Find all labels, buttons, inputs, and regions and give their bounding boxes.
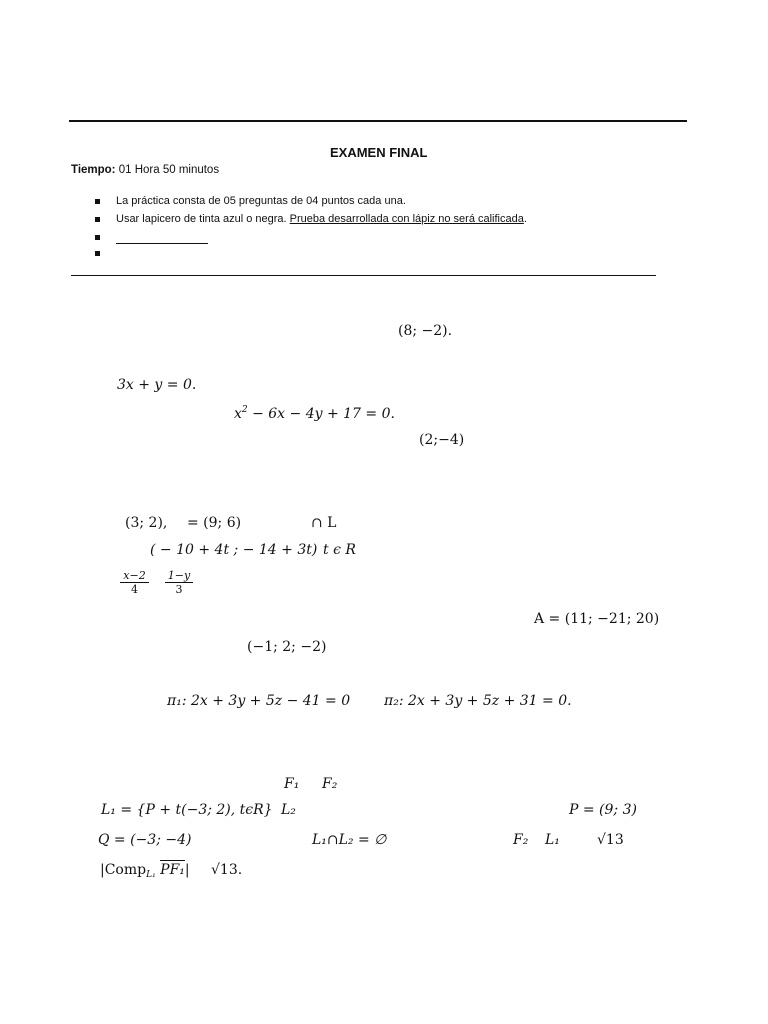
math-sqrt13: √13 [597, 832, 624, 848]
bullet-square-icon [95, 235, 100, 240]
instruction-2-text: Usar lapicero de tinta azul o negra. [116, 213, 290, 225]
math-point-2-neg4: (2;−4) [419, 432, 465, 448]
math-point-A: A = (11; −21; 20) [534, 611, 660, 627]
math-conic-x: x [234, 406, 242, 422]
bullet-square-icon [95, 199, 100, 204]
math-line-L2: L₂ [281, 802, 296, 818]
instruction-2-underlined: Prueba desarrollada con lápiz no será calificada [289, 213, 524, 225]
math-abs-bar: | [184, 862, 190, 878]
math-comp-sub: L₁ [146, 870, 156, 880]
fraction-2-denominator: 3 [175, 583, 183, 596]
math-F2-2: F₂ [513, 832, 529, 848]
math-F1: F₁ [284, 776, 300, 792]
math-comp-label: |Comp [100, 862, 147, 878]
math-F2: F₂ [322, 776, 338, 792]
math-line-eq: 3x + y = 0. [117, 377, 197, 393]
math-point-Q: Q = (−3; −4) [98, 832, 192, 848]
math-point-8-2: (8; −2). [398, 323, 453, 339]
instruction-2 [116, 213, 527, 225]
math-conic-exp: 2 [241, 405, 248, 415]
math-L1-2: L₁ [545, 832, 560, 848]
fraction-1-numerator: x−2 [120, 569, 149, 583]
math-vector-PF1: PF₁ [160, 862, 185, 878]
section-separator [71, 275, 656, 276]
math-point-9-6: = (9; 6) [187, 515, 242, 531]
math-plane-pi1: π₁: 2x + 3y + 5z − 41 = 0 [167, 693, 351, 709]
math-L1-cap-L2: L₁∩L₂ = ∅ [312, 832, 387, 848]
math-t-in-R: t ϵ R [323, 542, 356, 558]
header-rule [69, 120, 687, 122]
blank-fill-line [116, 243, 208, 244]
time-value: 01 Hora 50 minutos [118, 164, 220, 176]
math-intersection-L: ∩ L [311, 515, 337, 531]
fraction-1-denominator: 4 [131, 583, 138, 596]
math-fraction-2 [165, 569, 193, 596]
time-label: Tiempo: [71, 164, 116, 176]
math-sqrt13-end: √13. [211, 862, 243, 878]
math-param-point: ( − 10 + 4t ; − 14 + 3t) [150, 542, 318, 558]
bullet-square-icon [95, 251, 100, 256]
math-point-P: P = (9; 3) [569, 802, 637, 818]
fraction-2-numerator: 1−y [165, 569, 193, 583]
bullet-square-icon [95, 217, 100, 222]
exam-title: EXAMEN FINAL [330, 145, 428, 160]
exam-time [71, 164, 219, 176]
instruction-2-period: . [523, 213, 527, 225]
math-plane-pi2: π₂: 2x + 3y + 5z + 31 = 0. [384, 693, 572, 709]
math-fraction-1 [120, 569, 149, 596]
math-point-neg1-2-neg2: (−1; 2; −2) [247, 639, 327, 655]
math-line-L1: L₁ = {P + t(−3; 2), tϵR} [101, 802, 273, 818]
math-comp-projection [100, 862, 190, 880]
math-conic-eq [234, 405, 395, 422]
instruction-1: La práctica consta de 05 preguntas de 04 puntos cada una. [116, 195, 406, 207]
math-conic-rest: − 6x − 4y + 17 = 0. [247, 406, 395, 422]
math-point-3-2: (3; 2), [125, 515, 168, 531]
